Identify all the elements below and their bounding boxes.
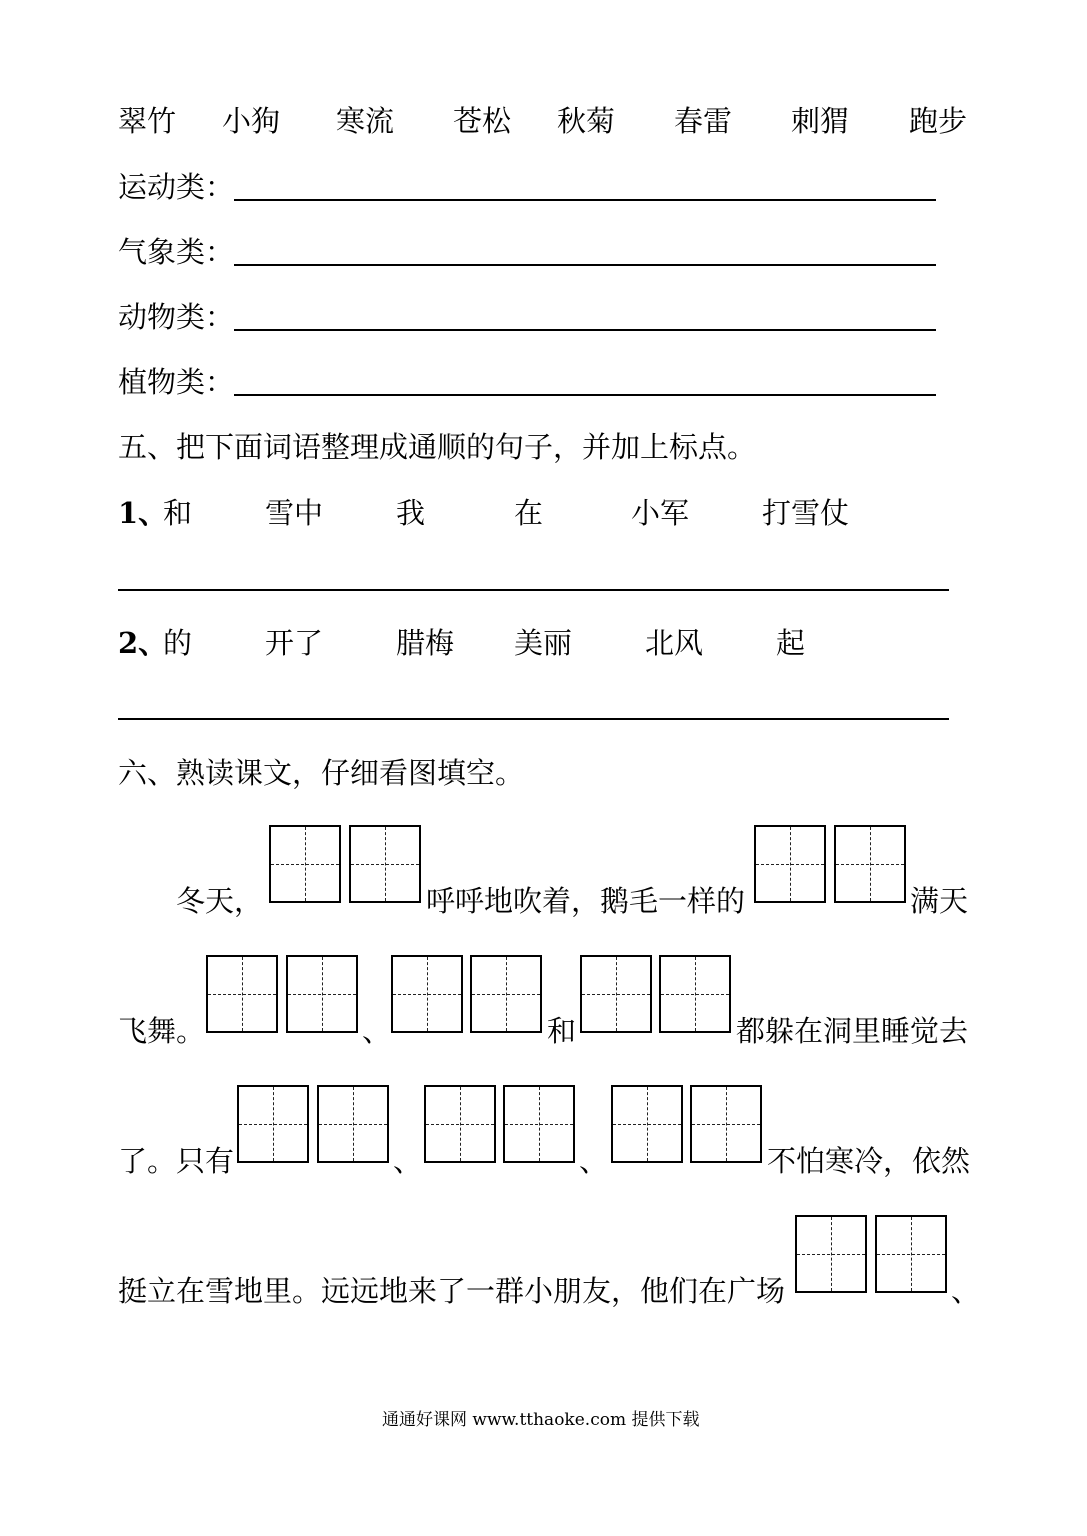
character-box[interactable] (206, 955, 278, 1033)
answer-line[interactable] (234, 329, 936, 331)
answer-line[interactable] (234, 199, 936, 201)
character-box[interactable] (834, 825, 906, 903)
scrambled-word: 和 (163, 496, 193, 530)
question-number: 1、 (118, 496, 168, 530)
passage-text: 不怕寒冷，依然 (767, 1144, 971, 1178)
scrambled-word: 腊梅 (396, 626, 455, 660)
passage-text: 、 (393, 1144, 423, 1178)
scrambled-word: 雪中 (265, 496, 324, 530)
passage-text: 满天 (910, 884, 969, 918)
character-box[interactable] (503, 1085, 575, 1163)
word-bank-item: 跑步 (909, 104, 968, 138)
character-box[interactable] (286, 955, 358, 1033)
section-heading: 五、把下面词语整理成通顺的句子，并加上标点。 (118, 430, 757, 464)
word-bank-item: 寒流 (336, 104, 395, 138)
character-box[interactable] (391, 955, 463, 1033)
character-box[interactable] (580, 955, 652, 1033)
word-bank-item: 春雷 (674, 104, 733, 138)
scrambled-word: 我 (396, 496, 426, 530)
word-bank-item: 刺猬 (791, 104, 850, 138)
scrambled-word: 在 (514, 496, 544, 530)
answer-line[interactable] (118, 589, 949, 591)
character-box[interactable] (754, 825, 826, 903)
character-box[interactable] (659, 955, 731, 1033)
passage-text: 挺立在雪地里。远远地来了一群小朋友，他们在广场 (118, 1274, 786, 1308)
scrambled-word: 小军 (631, 496, 690, 530)
word-bank-item: 苍松 (453, 104, 512, 138)
character-box[interactable] (269, 825, 341, 903)
passage-text: 、 (579, 1144, 609, 1178)
character-box[interactable] (424, 1085, 496, 1163)
word-bank-item: 小狗 (222, 104, 281, 138)
category-label: 植物类： (118, 365, 235, 399)
scrambled-word: 美丽 (514, 626, 573, 660)
passage-text: 和 (547, 1014, 577, 1048)
passage-text: 、 (951, 1274, 981, 1308)
passage-text: 呼呼地吹着，鹅毛一样的 (426, 884, 746, 918)
answer-line[interactable] (118, 718, 949, 720)
scrambled-word: 打雪仗 (762, 496, 850, 530)
word-bank-item: 翠竹 (118, 104, 177, 138)
scrambled-word: 起 (776, 626, 806, 660)
scrambled-word: 的 (163, 626, 193, 660)
answer-line[interactable] (234, 264, 936, 266)
character-box[interactable] (317, 1085, 389, 1163)
question-number: 2、 (118, 626, 168, 660)
category-label: 运动类： (118, 170, 235, 204)
character-box[interactable] (470, 955, 542, 1033)
character-box[interactable] (690, 1085, 762, 1163)
answer-line[interactable] (234, 394, 936, 396)
scrambled-word: 开了 (265, 626, 324, 660)
passage-text: 飞舞。 (118, 1014, 206, 1048)
passage-text: 、 (362, 1014, 392, 1048)
passage-text: 冬天， (176, 884, 264, 918)
word-bank-item: 秋菊 (557, 104, 616, 138)
character-box[interactable] (611, 1085, 683, 1163)
scrambled-word: 北风 (645, 626, 704, 660)
category-label: 气象类： (118, 235, 235, 269)
character-box[interactable] (875, 1215, 947, 1293)
passage-text: 了。只有 (118, 1144, 235, 1178)
character-box[interactable] (795, 1215, 867, 1293)
passage-text: 都躲在洞里睡觉去 (736, 1014, 969, 1048)
character-box[interactable] (237, 1085, 309, 1163)
page-footer: 通通好课网 www.tthaoke.com 提供下载 (382, 1410, 700, 1430)
character-box[interactable] (349, 825, 421, 903)
section-heading: 六、熟读课文，仔细看图填空。 (118, 756, 525, 790)
category-label: 动物类： (118, 300, 235, 334)
